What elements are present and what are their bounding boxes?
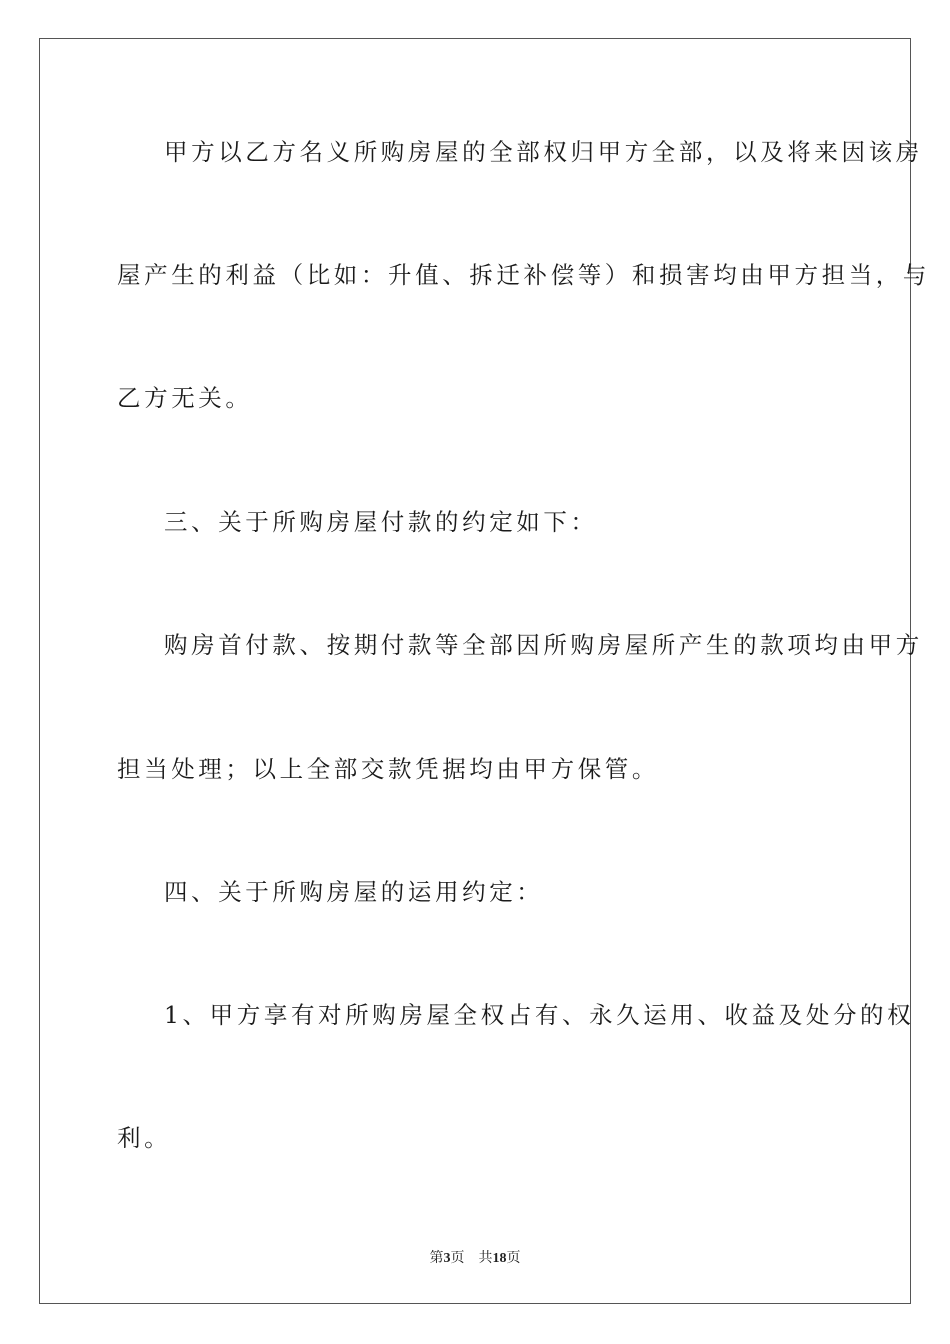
page-border [39, 38, 930, 1304]
paragraph-line: 购房首付款、按期付款等全部因所购房屋所产生的款项均由甲方 [164, 631, 923, 659]
total-prefix: 共 [478, 1251, 493, 1266]
page-prefix: 第 [429, 1251, 444, 1266]
total-pages: 18 [492, 1251, 507, 1266]
paragraph-line: 利。 [117, 1124, 172, 1152]
page-suffix: 页 [450, 1251, 465, 1266]
section-heading-usage: 四、关于所购房屋的运用约定： [164, 878, 544, 906]
section-heading-payment: 三、关于所购房屋付款的约定如下： [164, 508, 598, 536]
paragraph-line: 甲方以乙方名义所购房屋的全部权归甲方全部，以及将来因该房 [164, 138, 923, 166]
page-number: 3 [443, 1251, 451, 1266]
page-footer [0, 1247, 950, 1267]
paragraph-line: 乙方无关。 [117, 384, 253, 412]
paragraph-line: 担当处理；以上全部交款凭据均由甲方保管。 [117, 755, 659, 783]
list-item-1: 1、甲方享有对所购房屋全权占有、永久运用、收益及处分的权 [164, 1001, 915, 1029]
paragraph-line: 屋产生的利益（比如：升值、拆迁补偿等）和损害均由甲方担当，与 [117, 261, 930, 289]
total-suffix: 页 [506, 1251, 521, 1266]
